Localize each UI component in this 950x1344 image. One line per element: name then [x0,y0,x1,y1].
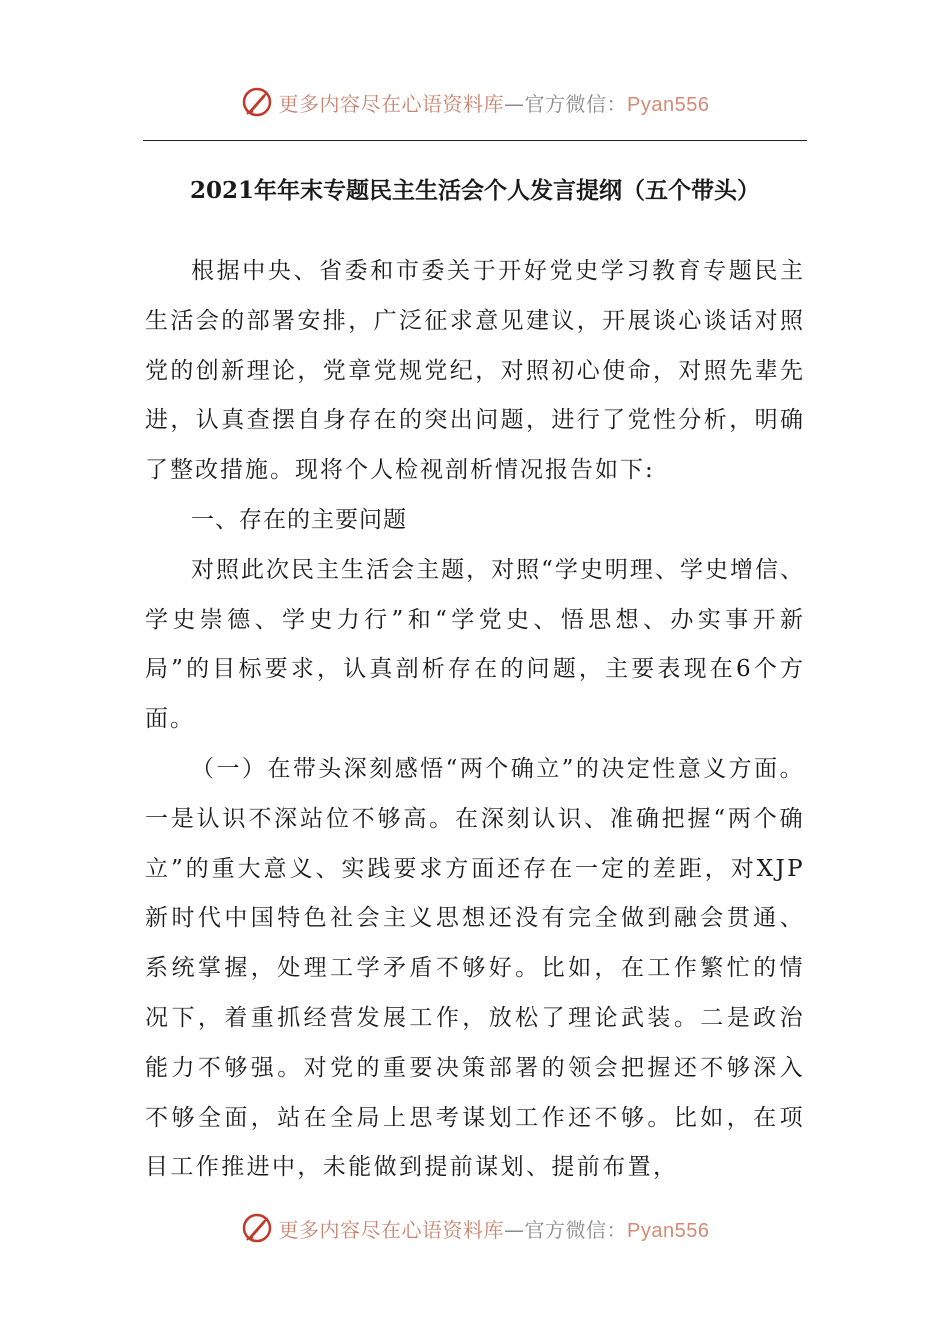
section-heading: 一、存在的主要问题 [191,506,407,533]
banner-official-label: 官方微信： [524,1217,628,1242]
pen-nib-logo-icon [241,85,275,119]
header-watermark-banner [0,82,950,122]
banner-dash: — [504,1217,525,1242]
banner-main-text: 更多内容尽在心语资料库 [278,1217,505,1242]
body-paragraph: 对照此次民主生活会主题，对照“学史明理、学史增信、学史崇德、学史力行”和“学党史、悟思想、办实事开新局”的目标要求，认真剖析存在的问题，主要表现在6个方面。 [145,556,805,733]
banner-main-text: 更多内容尽在心语资料库 [278,91,505,116]
banner-text [279,88,710,117]
banner-wechat-id: Pyan556 [627,1219,710,1242]
pen-nib-logo-icon [241,1211,275,1245]
subsection-paragraph: （一）在带头深刻感悟“两个确立”的决定性意义方面。一是认识不深站位不够高。在深刻认识、准确把握“两个确立”的重大意义、实践要求方面还存在一定的差距，对XJP新时代中国特色社会主义思想还没有完全做到融会贯通、系统掌握，处理工学矛盾不够好。比如，在工作繁忙的情况下，着重抓经营发展工作，放松了理论武装。二是政治能力不够强。对党的重要决策部署的领会把握还不够深入不够全面，站在全局上思考谋划工作还不够。比如，在项目工作推进中，未能做到提前谋划、提前布置， [145,755,805,1181]
document-body [145,247,805,1193]
intro-paragraph: 根据中央、省委和市委关于开好党史学习教育专题民主生活会的部署安排，广泛征求意见建议，开展谈心谈话对照党的创新理论，党章党规党纪，对照初心使命，对照先辈先进，认真查摆自身存在的突出问题，进行了党性分析，明确了整改措施。现将个人检视剖析情况报告如下: [145,258,805,484]
footer-watermark-banner [0,1208,950,1248]
banner-official-label: 官方微信： [524,91,628,116]
header-divider [143,140,807,141]
banner-dash: — [504,91,525,116]
document-title: 2021年年末专题民主生活会个人发言提纲（五个带头） [189,177,760,204]
banner-text [279,1214,710,1243]
banner-wechat-id: Pyan556 [627,93,710,116]
